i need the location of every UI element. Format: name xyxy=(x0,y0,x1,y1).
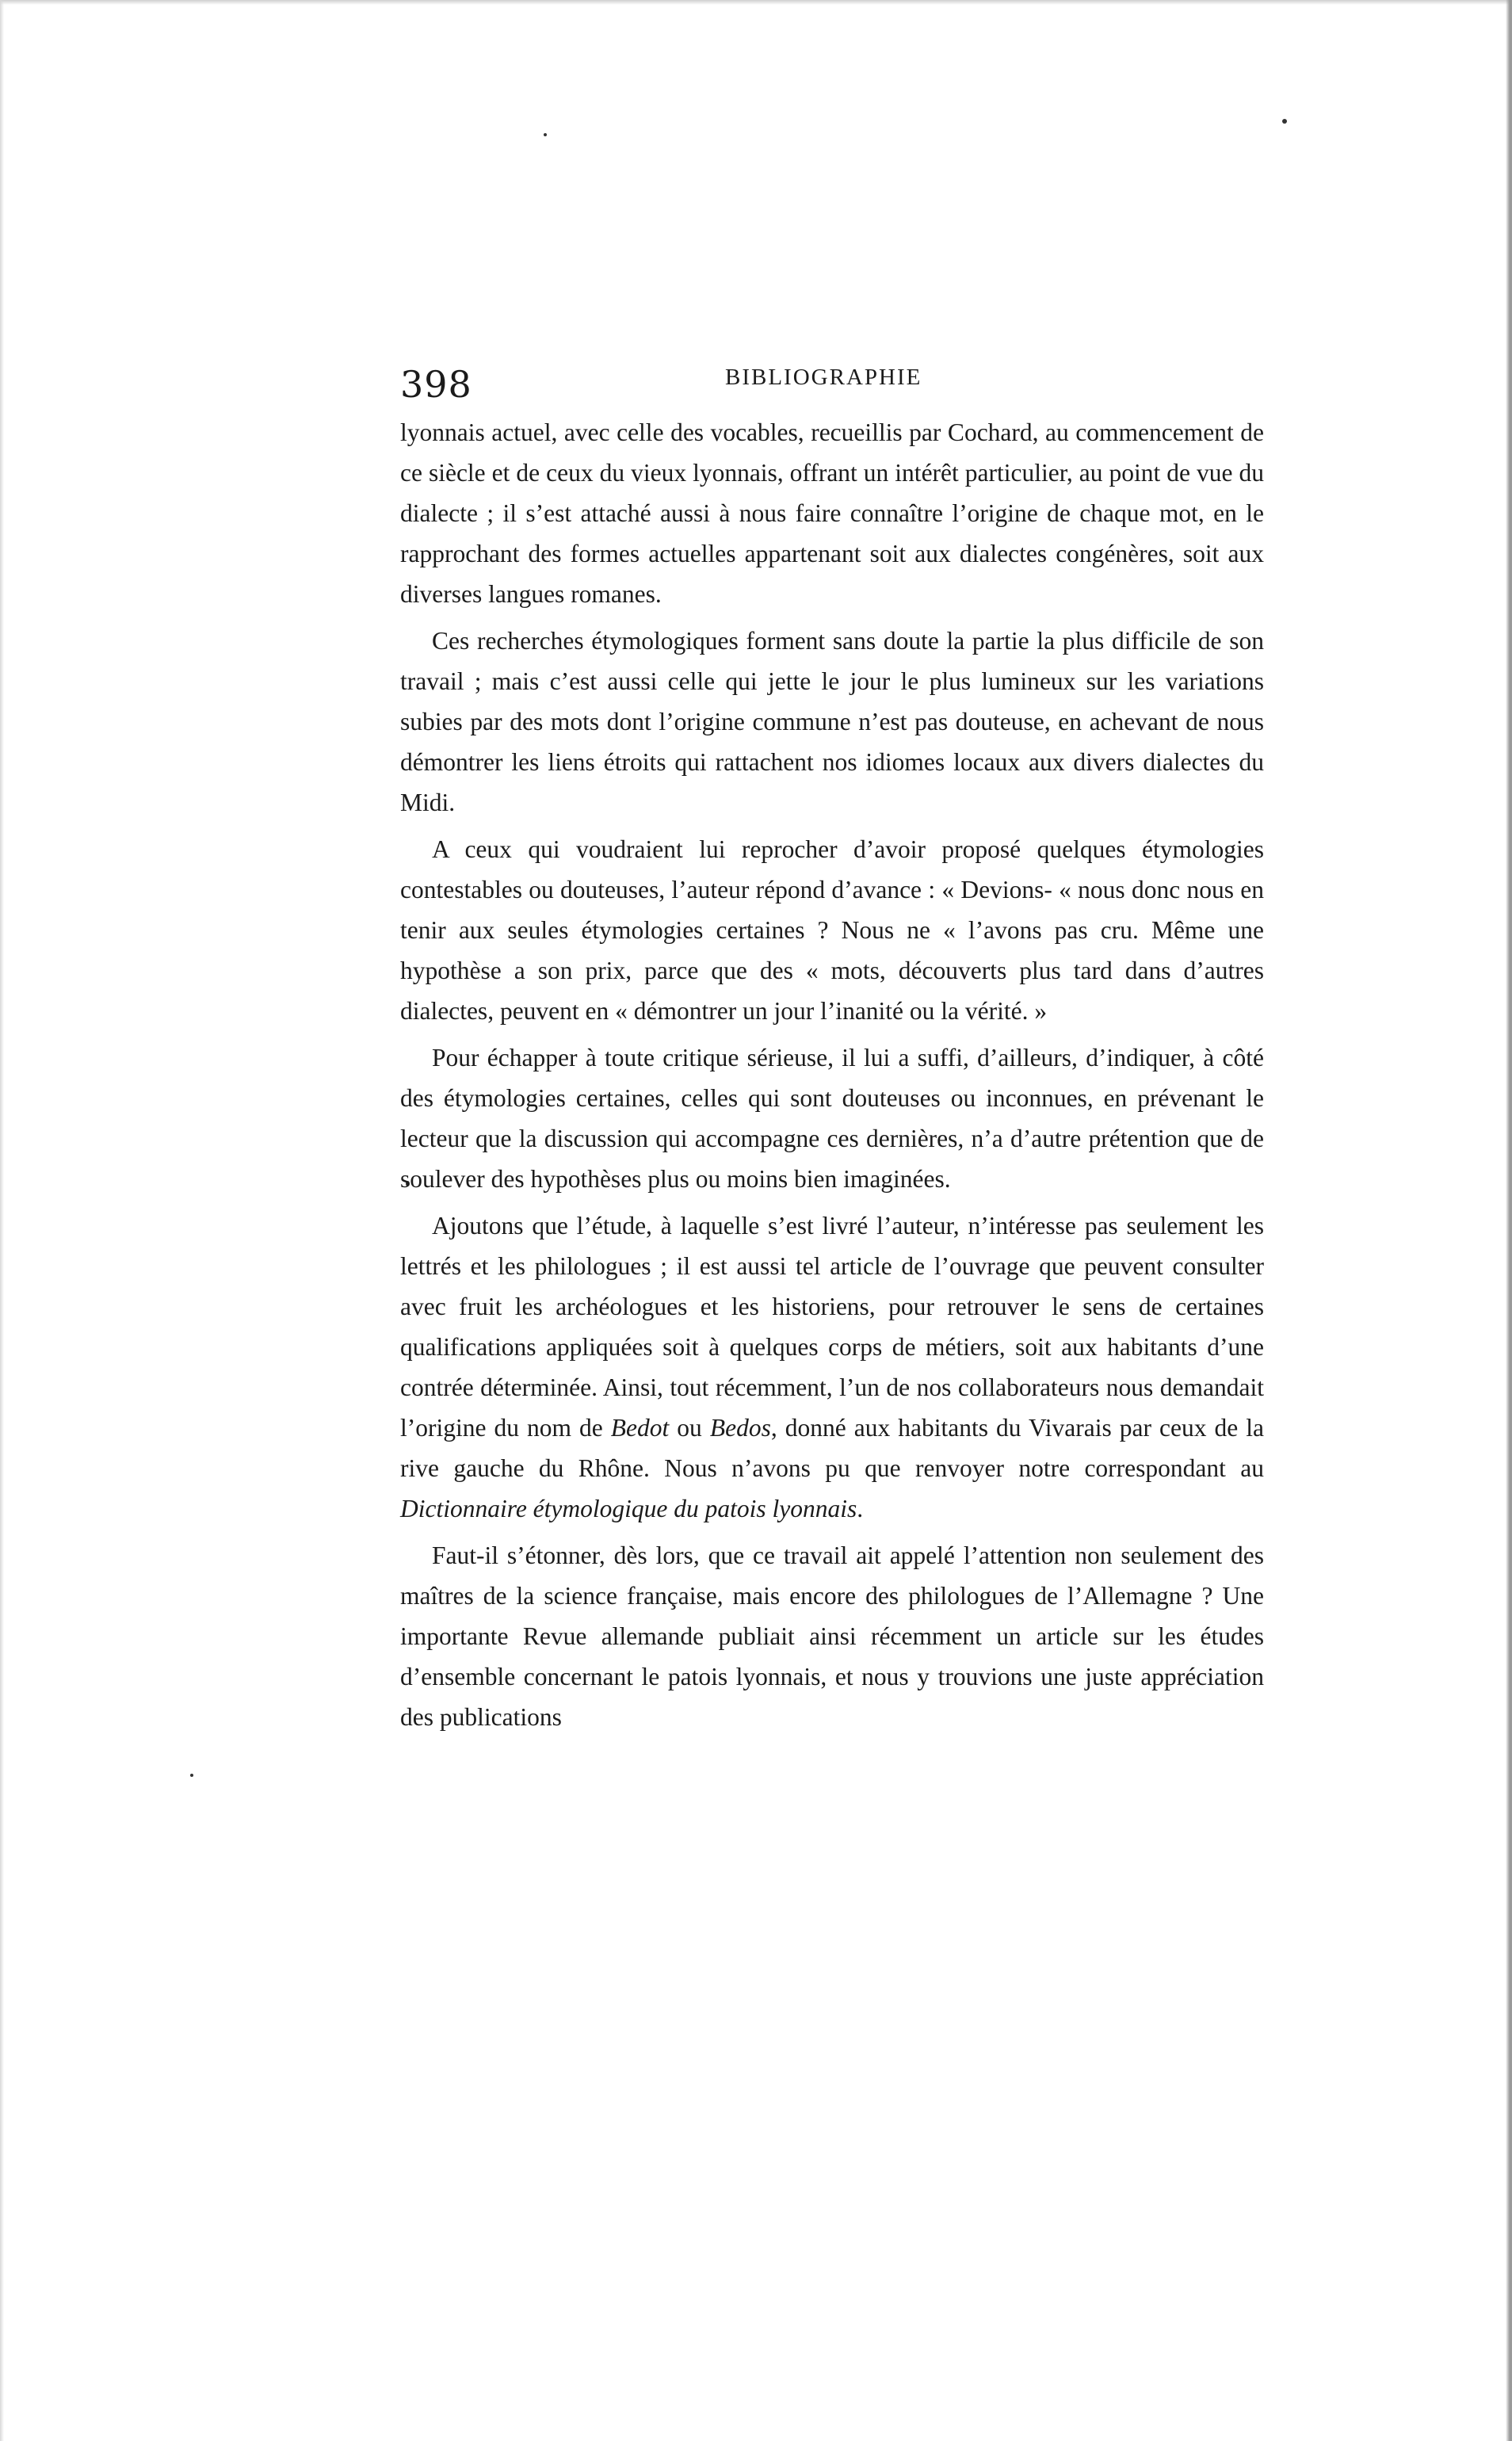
running-head xyxy=(400,357,1264,412)
italic-bedos: Bedos xyxy=(709,1414,771,1442)
page-number: 398 xyxy=(400,363,472,406)
scan-edge-left xyxy=(0,0,4,2441)
paragraph-5-text: . xyxy=(857,1495,864,1522)
paragraph-3: A ceux qui voudraient lui reprocher d’avoir proposé quelques étymologies contestables ou douteuses, l’auteur répond d’avance : « Devions- « nous donc nous en tenir aux seules étymologies certaines ? Nous ne « l’avons pas cru. Même une hypothèse a son prix, parce que des « mots, découverts plus tard dans d’autres dialectes, peuvent en « démontrer un jour l’inanité ou la vérité. » xyxy=(400,835,1264,1025)
paragraph-4: Pour échapper à toute critique sérieuse, il lui a suffi, d’ailleurs, d’indiquer, à côté des étymologies certaines, celles qui sont douteuses ou inconnues, en prévenant le lecteur que la discussion qui accompagne ces dernières, n’a d’autre prétention que de soulever des hypothèses plus ou moins bien imaginées. xyxy=(400,1044,1264,1193)
scan-speck xyxy=(190,1774,193,1777)
running-title: BIBLIOGRAPHIE xyxy=(725,365,922,390)
paragraph-5 xyxy=(400,1205,1264,1529)
paragraph-2: Ces recherches étymologiques forment sans doute la partie la plus difficile de son travail ; mais c’est aussi celle qui jette le jour le plus lumineux sur les variations subies par des mots dont l’origine commune n’est pas douteuse, en achevant de nous démontrer les liens étroits qui rattachent nos idiomes locaux aux divers dialectes du Midi. xyxy=(400,627,1264,816)
italic-dictionary-title: Dictionnaire étymologique du patois lyonnais xyxy=(400,1495,857,1522)
paragraph-5-text: Ajoutons que l’étude, à laquelle s’est livré l’auteur, n’intéresse pas seulement les lettrés et les philologues ; il est aussi tel article de l’ouvrage que peuvent consulter avec fruit les archéologues et les historiens, pour retrouver le sens de certaines qualifications appliquées soit à quelques corps de métiers, soit aux habitants d’une contrée déterminée. Ainsi, tout récemment, l’un de nos collaborateurs nous demandait l’origine du nom de xyxy=(400,1212,1264,1442)
paragraph-1: lyonnais actuel, avec celle des vocables, recueillis par Cochard, au commencement de ce siècle et de ceux du vieux lyonnais, offrant un intérêt particulier, au point de vue du dialecte ; il s’est attaché aussi à nous faire connaître l’origine de chaque mot, en le rapprochant des formes actuelles appartenant soit aux dialectes congénères, soit aux diverses langues romanes. xyxy=(400,418,1264,608)
paragraph-5-text: ou xyxy=(669,1414,710,1442)
paragraph-6: Faut-il s’étonner, dès lors, que ce travail ait appelé l’attention non seulement des maîtres de la science française, mais encore des philologues de l’Allemagne ? Une importante Revue allemande publiait ainsi récemment un article sur les études d’ensemble concernant le patois lyonnais, et nous y trouvions une juste appréciation des publications xyxy=(400,1541,1264,1731)
paragraph-5-text: , donné aux habitants du Vivarais par ceux de la rive gauche du Rhône. Nous n’avons pu que renvoyer notre correspondant au xyxy=(400,1414,1265,1482)
scan-speck xyxy=(544,133,547,136)
book-page xyxy=(400,357,1264,1737)
scan-speck xyxy=(1282,119,1287,124)
italic-bedot: Bedot xyxy=(610,1414,670,1442)
body-text xyxy=(400,412,1264,1737)
scan-edge-top xyxy=(0,0,1512,5)
scan-edge-right xyxy=(1506,0,1512,2441)
